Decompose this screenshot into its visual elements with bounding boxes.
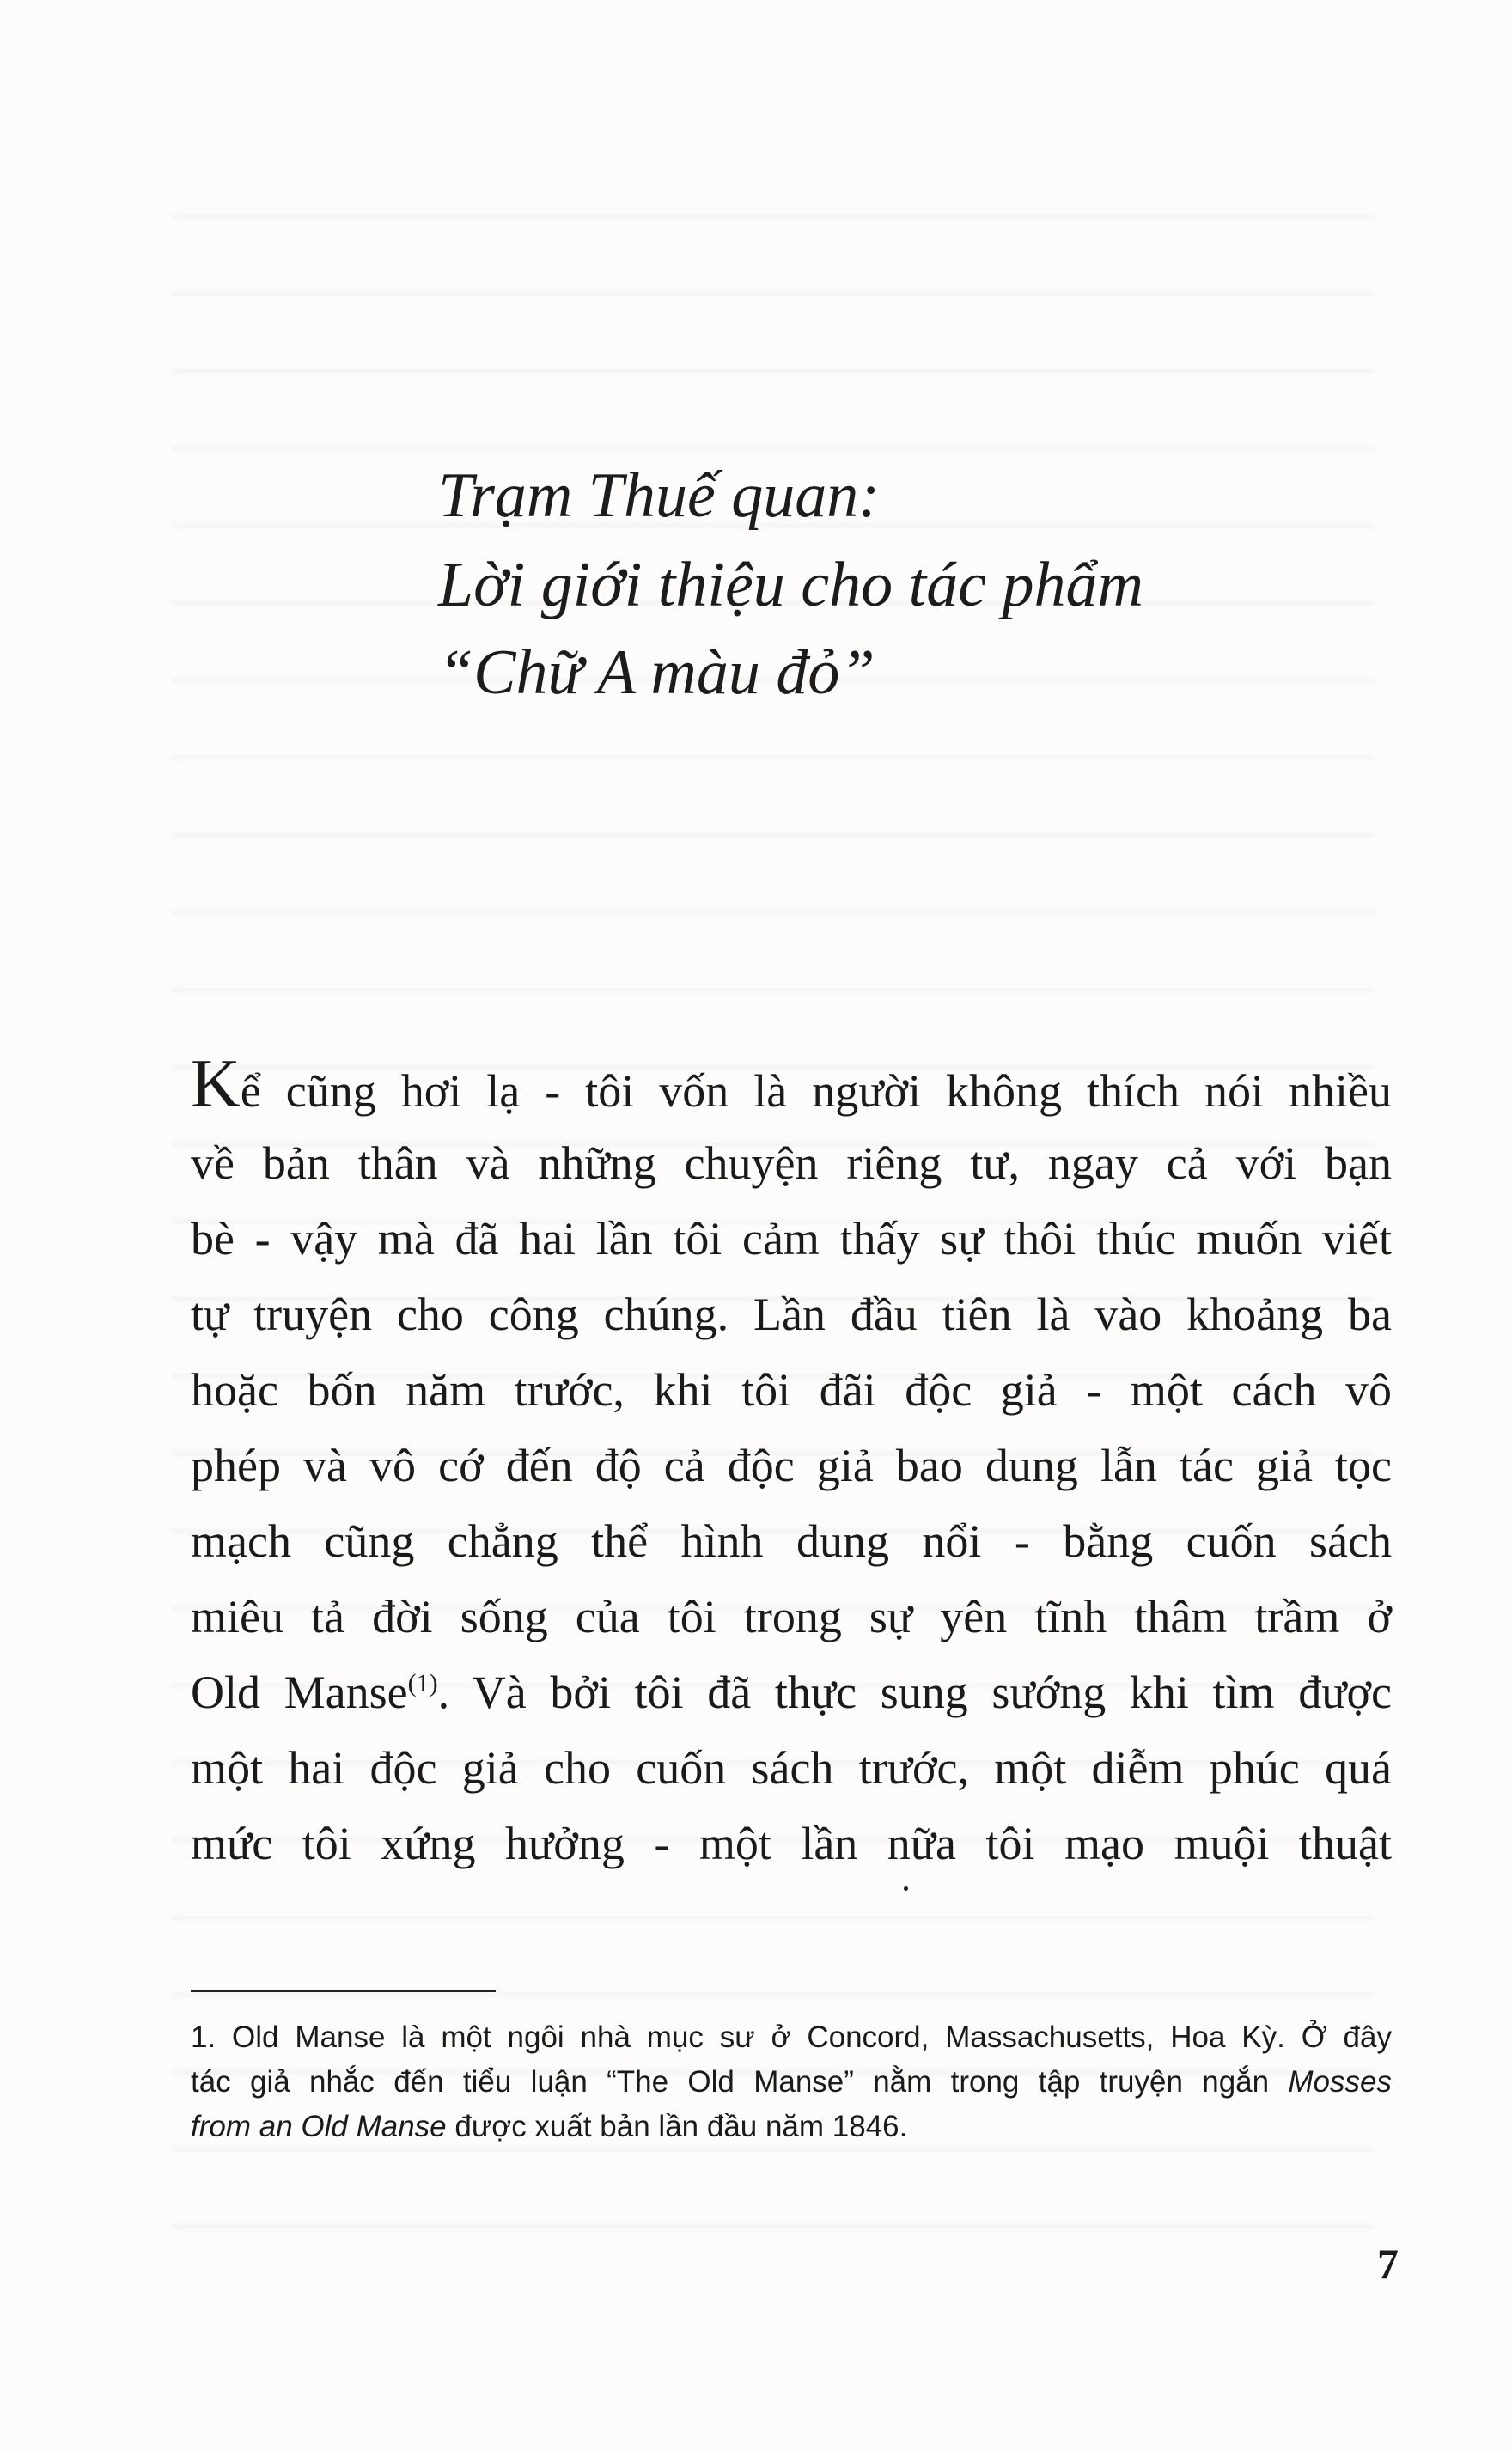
body-line: bè - vậy mà đã hai lần tôi cảm thấy sự thôi thúc muốn viết	[191, 1213, 1392, 1265]
body-line	[191, 1655, 1392, 1730]
drop-cap: K	[191, 1046, 241, 1122]
body-line	[191, 1046, 1392, 1125]
chapter-title-line-2: Lời giới thiệu cho tác phẩm	[438, 550, 1143, 620]
body-line: mức tôi xứng hưởng - một lần nữa tôi mạo muội thuật	[191, 1818, 1392, 1869]
footnote-italic: from an Old Manse	[191, 2110, 447, 2143]
footnote-divider	[191, 1990, 496, 1992]
body-line: miêu tả đời sống của tôi trong sự yên tĩnh thâm trầm ở	[191, 1591, 1392, 1642]
footnote-text: được xuất bản lần đầu năm 1846.	[446, 2110, 908, 2143]
body-line: một hai độc giả cho cuốn sách trước, một diễm phúc quá	[191, 1742, 1392, 1794]
footnote	[191, 2015, 1392, 2149]
body-line-text: Old Manse	[191, 1667, 408, 1718]
body-line-text: . Và bởi tôi đã thực sung sướng khi tìm được	[437, 1667, 1393, 1718]
footnote-line	[191, 2105, 1392, 2149]
chapter-title-line-3: “Chữ A màu đỏ”	[438, 637, 875, 708]
chapter-title-line-1: Trạm Thuế quan:	[438, 460, 880, 531]
body-line-text: ể cũng hơi lạ - tôi vốn là người không thích nói nhiều	[240, 1065, 1392, 1117]
footnote-text: tác giả nhắc đến tiểu luận “The Old Manse” nằm trong tập truyện ngắn	[191, 2065, 1289, 2099]
print-speck	[904, 1886, 908, 1891]
body-line: phép và vô cớ đến độ cả độc giả bao dung lẫn tác giả tọc	[191, 1440, 1392, 1491]
body-line: tự truyện cho công chúng. Lần đầu tiên là vào khoảng ba	[191, 1289, 1392, 1340]
footnote-reference[interactable]: (1)	[407, 1669, 438, 1697]
page-number: 7	[1377, 2240, 1399, 2288]
footnote-line	[191, 2060, 1392, 2105]
body-line: mạch cũng chẳng thể hình dung nổi - bằng cuốn sách	[191, 1515, 1392, 1567]
body-line: hoặc bốn năm trước, khi tôi đãi độc giả - một cách vô	[191, 1364, 1392, 1416]
footnote-italic: Mosses	[1288, 2065, 1392, 2099]
footnote-line: 1. Old Manse là một ngôi nhà mục sư ở Concord, Massachusetts, Hoa Kỳ. Ở đây	[191, 2020, 1392, 2054]
body-line: về bản thân và những chuyện riêng tư, ngay cả với bạn	[191, 1137, 1392, 1189]
body-paragraph	[191, 1046, 1393, 1881]
